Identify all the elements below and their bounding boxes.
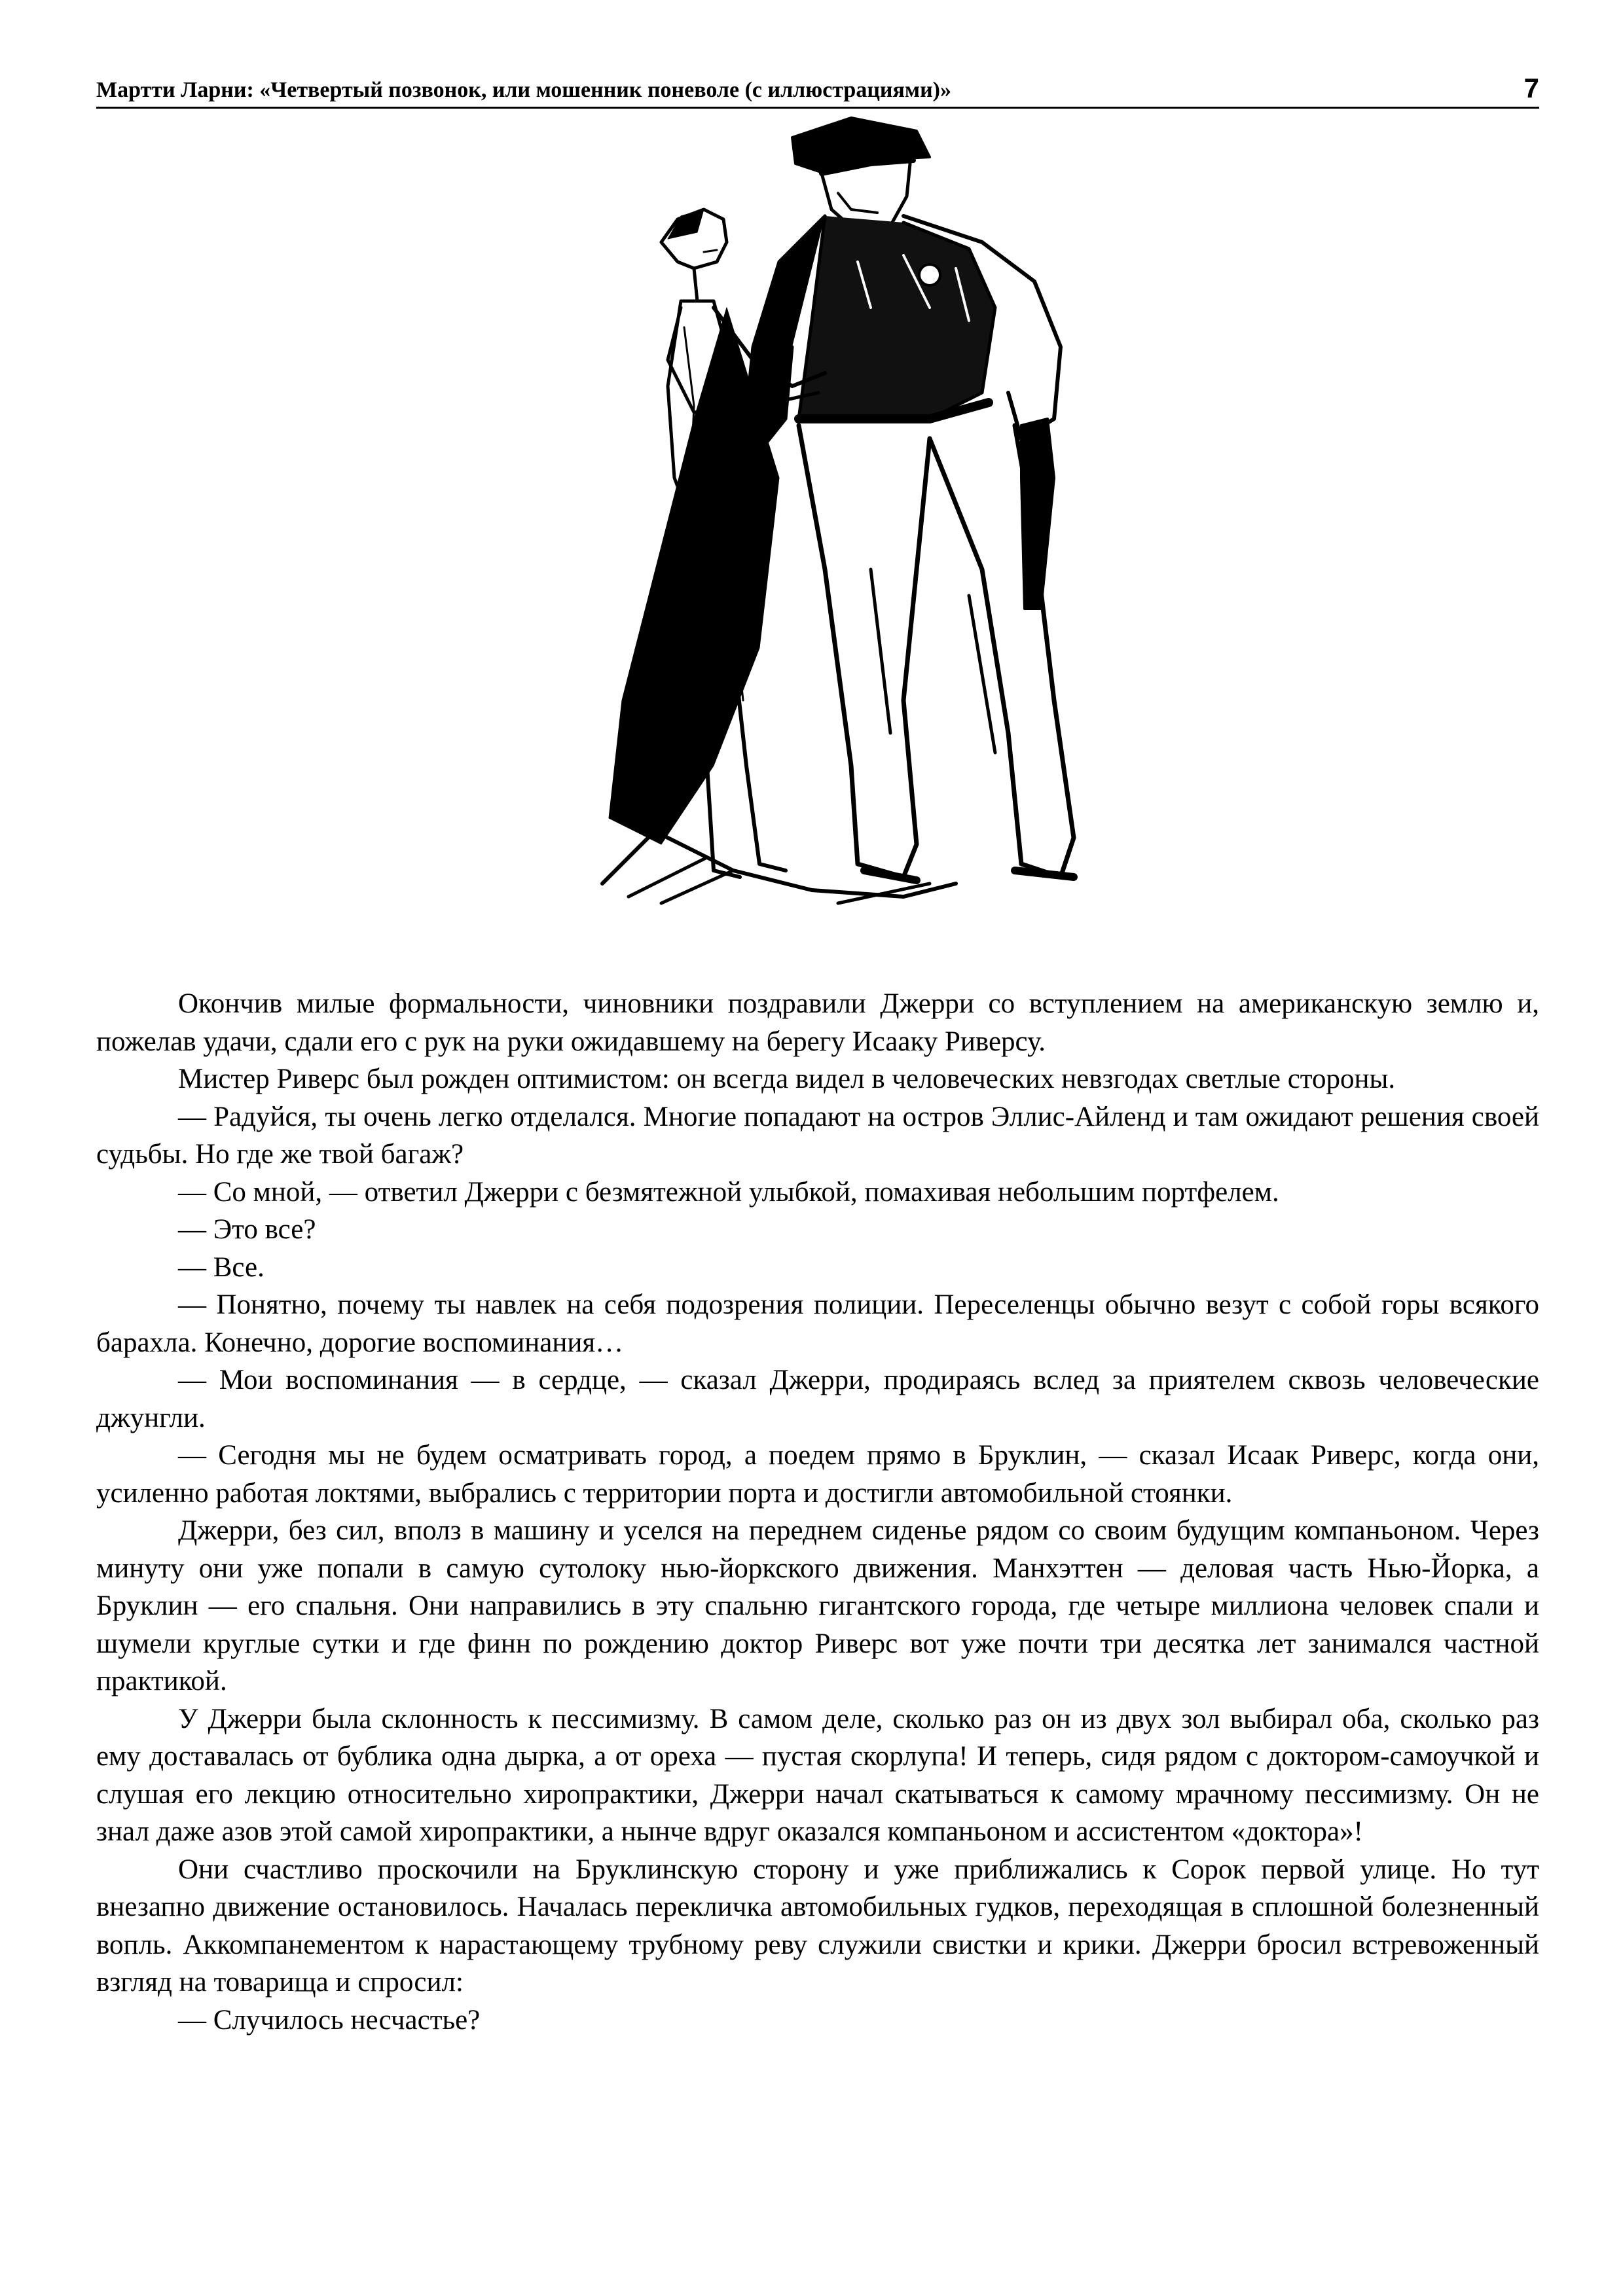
paragraph: — Все. [178,1251,264,1283]
paragraph: — Мои воспоминания — в сердце, — сказал Джерри, продираясь вслед за приятелем сквозь человеческие джунгли. [96,1365,1539,1433]
paragraph: Джерри, без сил, вполз в машину и уселся на переднем сиденье рядом со своим будущим компаньоном. Через минуту они уже попали в самую сутолоку нью-йоркского движения. Манхэттен — деловая часть Нью-Йорка, а Бруклин — его спальня. Они направились в эту спальню гигантского города, где четыре миллиона человек спали и шумели круглые сутки и где финн по рождению доктор Риверс вот уже почти три десятка лет занимался частной практикой. [96,1515,1539,1696]
policeman-figure [746,118,1074,880]
paragraph: — Со мной, — ответил Джерри с безмятежной улыбкой, помахивая небольшим портфелем. [178,1176,1279,1208]
running-header [96,69,1539,109]
paragraph: Они счастливо проскочили на Бруклинскую сторону и уже приближались к Сорок первой улице. Но тут внезапно движение остановилось. Началась перекличка автомобильных гудков, переходящая в сплошной болезненный вопль. Аккомпанементом к нарастающему трубному реву служили свистки и крики. Джерри бросил встревоженный взгляд на товарища и спросил: [96,1854,1539,1998]
paragraph: У Джерри была склонность к пессимизму. В самом деле, сколько раз он из двух зол выбирал оба, сколько раз ему доставалась от бублика одна дырка, а от ореха — пустая скорлупа! И теперь, сидя рядом с доктором-самоучкой и слушая его лекцию относительно хиропрактики, Джерри начал скатываться к самому мрачному пессимизму. Он не знал даже азов этой самой хиропрактики, а нынче вдруг оказался компаньоном и ассистентом «доктора»! [96,1703,1539,1847]
header-title: Мартти Ларни: «Четвертый позвонок, или мошенник поневоле (с иллюстрациями)» [96,78,951,102]
paragraph: Мистер Риверс был рожден оптимистом: он всегда видел в человеческих невзгодах светлые стороны. [178,1064,1396,1094]
body-text [96,985,1539,2039]
paragraph: — Понятно, почему ты навлек на себя подозрения полиции. Переселенцы обычно везут с собой горы всякого барахла. Конечно, дорогие воспоминания… [96,1289,1539,1358]
page-number: 7 [1523,73,1539,103]
paragraph: — Сегодня мы не будем осматривать город, а поедем прямо в Бруклин, — сказал Исаак Риверс, когда они, усиленно работая локтями, выбрались с территории порта и достигли автомобильной стоянки. [96,1440,1539,1509]
paragraph: — Радуйся, ты очень легко отделался. Многие попадают на остров Эллис-Айленд и там ожидают решения своей судьбы. Но где же твой багаж? [96,1101,1539,1170]
paragraph: — Это все? [178,1214,316,1245]
paragraph: Окончив милые формальности, чиновники поздравили Джерри со вступлением на американскую землю и, пожелав удачи, сдали его с рук на руки ожидавшему на берегу Исааку Риверсу. [96,988,1539,1057]
policeman-and-immigrant-illustration [563,111,1139,949]
paragraph: — Случилось несчастье? [178,2004,481,2036]
